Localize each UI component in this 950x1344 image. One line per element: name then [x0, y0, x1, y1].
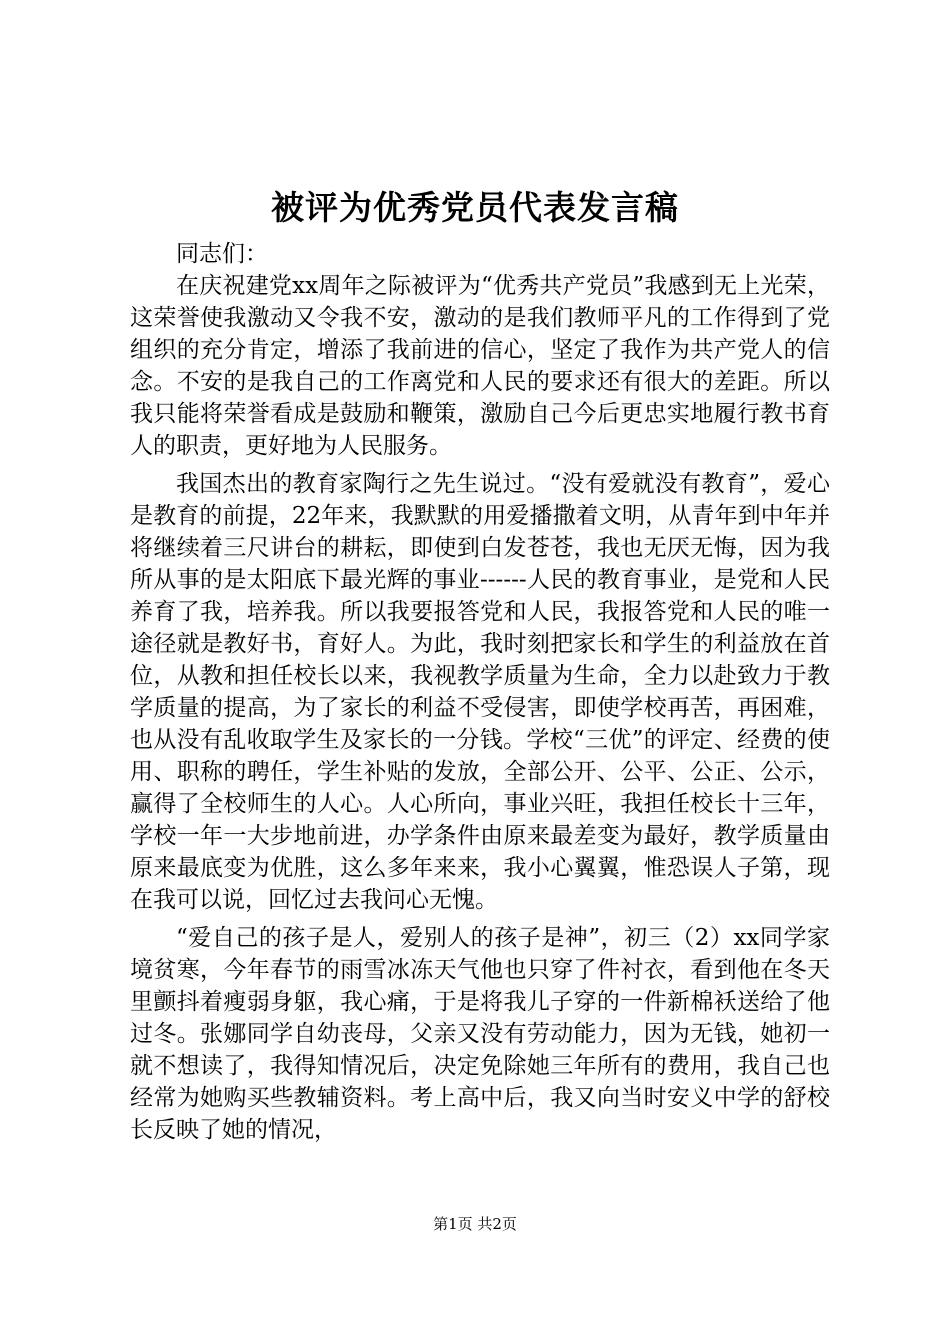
document-title: 被评为优秀党员代表发言稿 [271, 188, 679, 227]
page-footer: 第1页 共2页 [433, 1215, 517, 1233]
document-body [130, 238, 830, 1146]
paragraph-3: “爱自己的孩子是人，爱别人的孩子是神”，初三（2）xx同学家境贫寒，今年春节的雨雪冰冻天气他也只穿了件衬衣，看到他在冬天里颤抖着瘦弱身躯，我心痛，于是将我儿子穿的一件新棉袄送给了他过冬。张娜同学自幼丧母，父亲又没有劳动能力，因为无钱，她初一就不想读了，我得知情况后，决定免除她三年所有的费用，我自己也经常为她购买些教辅资料。考上高中后，我又向当时安义中学的舒校长反映了她的情况， [130, 925, 830, 1143]
paragraph-2: 我国杰出的教育家陶行之先生说过。“没有爱就没有教育”，爱心是教育的前提，22年来，我默默的用爱播撒着文明，从青年到中年并将继续着三尺讲台的耕耘，即使到白发苍苍，我也无厌无悔，因为我所从事的是太阳底下最光辉的事业------人民的教育事业，是党和人民养育了我，培养我。所以我要报答党和人民，我报答党和人民的唯一途径就是教好书，育好人。为此，我时刻把家长和学生的利益放在首位，从教和担任校长以来，我视教学质量为生命，全力以赴致力于教学质量的提高，为了家长的利益不受侵害，即使学校再苦，再困难，也从没有乱收取学生及家长的一分钱。学校“三优”的评定、经费的使用、职称的聘任，学生补贴的发放，全部公开、公平、公正、公示，赢得了全校师生的人心。人心所向，事业兴旺，我担任校长十三年，学校一年一大步地前进，办学条件由原来最差变为最好，教学质量由原来最底变为优胜，这么多年来来，我小心翼翼，惟恐误人子第，现在我可以说，回忆过去我问心无愧。 [130, 471, 830, 913]
salutation: 同志们： [176, 241, 268, 267]
paragraph-1: 在庆祝建党xx周年之际被评为“优秀共产党员”我感到无上光荣，这荣誉使我激动又令我不安，激动的是我们教师平凡的工作得到了党组织的充分肯定，增添了我前进的信心，坚定了我作为共产党人的信念。不安的是我自己的工作离党和人民的要求还有很大的差距。所以我只能将荣誉看成是鼓励和鞭策，激励自己今后更忠实地履行教书育人的职责，更好地为人民服务。 [130, 273, 830, 459]
